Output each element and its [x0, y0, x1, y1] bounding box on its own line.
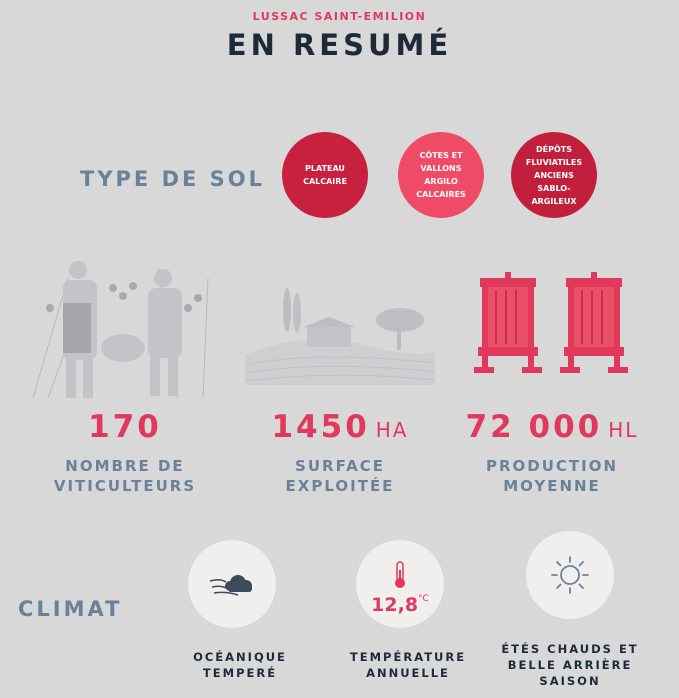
temperature-value: $12,8^{^\circ C}$	[371, 594, 429, 616]
stat-label-production: PRODUCTION MOYENNE	[485, 457, 619, 495]
page-subtitle: LUSSAC SAINT-EMILION	[252, 10, 427, 23]
wind-cloud-icon	[208, 569, 256, 599]
temperature-unit: °C	[418, 594, 429, 604]
climate-circle-temperature	[356, 540, 444, 628]
stat-value-winegrowers: 170	[88, 409, 162, 445]
soil-badge-cotes: CÔTES ET VALLONS ARGILO CALCAIRES	[398, 132, 484, 218]
stat-unit-production: HL	[608, 418, 639, 442]
stat-value-surface: 1450 HA	[271, 409, 409, 445]
thermometer-icon	[391, 560, 409, 590]
page-title: EN RESUMÉ	[226, 28, 453, 62]
climate-circle-summer	[526, 531, 614, 619]
climate-label-temperature: TEMPÉRATURE ANNUELLE	[349, 650, 467, 680]
winegrowers-illustration	[28, 248, 223, 408]
soil-badge-depots: DÉPÔTS FLUVIATILES ANCIENS SABLO- ARGILEUX	[511, 132, 597, 218]
climate-section-label: CLIMAT	[18, 597, 123, 621]
stat-value-production: 72 000 HL	[465, 409, 639, 445]
sun-icon	[548, 553, 592, 597]
climate-label-summer: ÉTÉS CHAUDS ET BELLE ARRIÈRE SAISON	[501, 642, 639, 688]
climate-label-oceanic: OCÉANIQUE TEMPERÉ	[193, 650, 287, 680]
stat-label-winegrowers: NOMBRE DE VITICULTEURS	[53, 457, 197, 495]
wine-press-icon	[472, 272, 632, 384]
climate-circle-oceanic	[188, 540, 276, 628]
stat-label-surface: SURFACE EXPLOITÉE	[285, 457, 395, 495]
soil-badge-plateau: PLATEAU CALCAIRE	[282, 132, 368, 218]
landscape-illustration	[245, 275, 435, 385]
stat-unit-surface: HA	[375, 418, 409, 442]
soil-section-label: TYPE DE SOL	[80, 167, 266, 191]
